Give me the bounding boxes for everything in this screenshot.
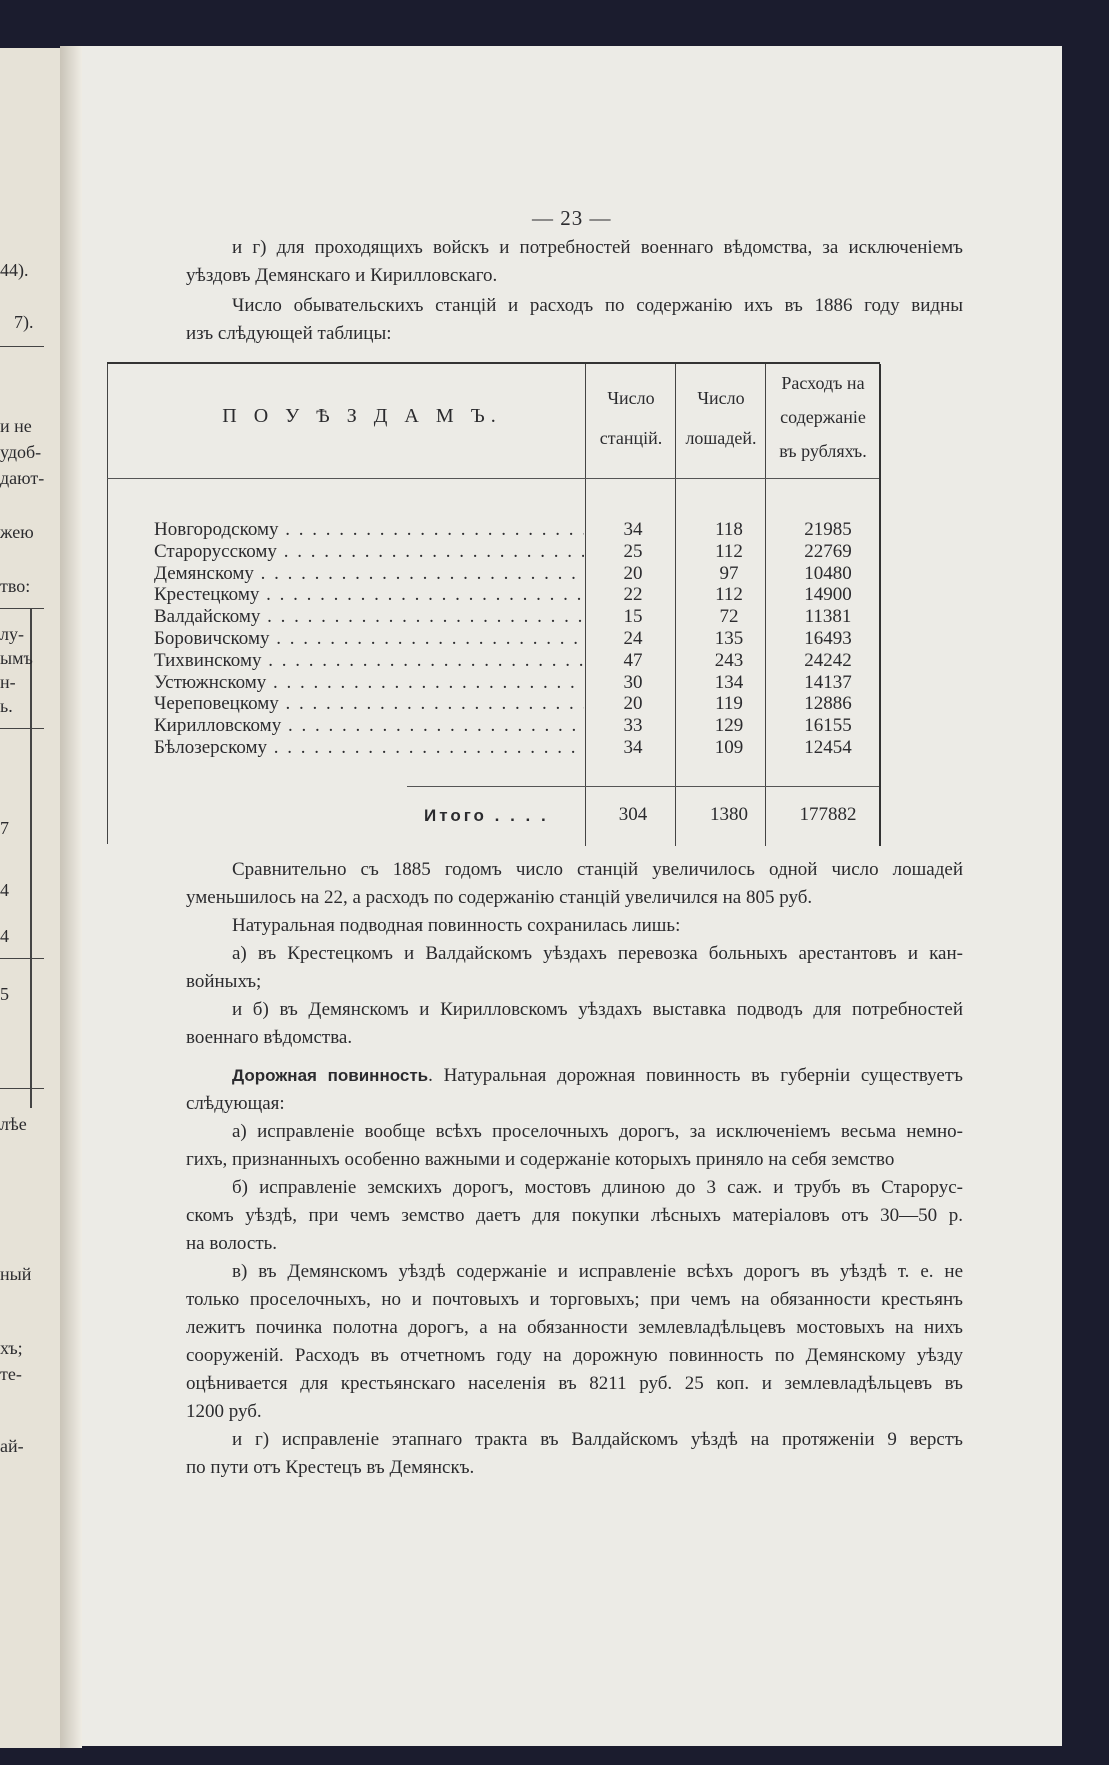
cell-name: Боровичскому . . . <box>154 628 584 650</box>
cell-stations: 47 <box>623 649 643 671</box>
left-fragment: 5 <box>0 984 9 1004</box>
cell-horses: 118 <box>715 519 743 540</box>
item-a-paragraph <box>186 940 963 996</box>
cell-name: Бѣлозерскому . . . <box>154 737 584 759</box>
left-fragment: н- <box>0 672 16 692</box>
left-page-edge <box>0 48 62 1748</box>
cell-stations: 24 <box>623 628 643 649</box>
header-line: лошадей. <box>685 428 757 448</box>
cell-stations: 34 <box>623 519 643 540</box>
cell-stations: 34 <box>623 737 643 758</box>
road-item-b <box>186 1174 963 1258</box>
text-line: по пути отъ Крестецъ въ Демянскъ. <box>186 1457 475 1478</box>
text-line: сооруженій. Расходъ въ отчетномъ году на дорожную повинность по Демянскому уѣзду <box>186 1345 963 1366</box>
cell-name: Устюжнскому . . . <box>154 672 584 694</box>
text-line: военнаго вѣдомства. <box>186 1027 353 1048</box>
header-line: Расходъ на <box>781 373 865 393</box>
text-line: изъ слѣдующей таблицы: <box>186 323 392 344</box>
text-line: Натуральная подводная повинность сохранилась лишь: <box>232 915 681 936</box>
cell-name: Тихвинскому . . . <box>154 650 584 672</box>
stations-table <box>107 362 880 844</box>
cell-horses: 112 <box>715 540 743 562</box>
cell-horses: 109 <box>714 737 744 758</box>
road-duty-paragraph <box>186 1062 963 1118</box>
table-row <box>154 737 880 759</box>
intro-paragraph-2 <box>186 292 963 348</box>
road-duty-heading: Дорожная повинность <box>232 1066 429 1085</box>
text-line: войныхъ; <box>186 971 262 992</box>
table-row <box>154 519 880 541</box>
left-fragment: 7 <box>0 818 9 838</box>
cell-stations: 22 <box>623 584 643 606</box>
table-rule <box>407 786 879 787</box>
text-line: Сравнительно съ 1885 годомъ число станцій увеличилось одной число лошадей <box>232 859 963 880</box>
text-line: гихъ, признанныхъ особенно важными и содержаніе которыхъ приняло на себя земство <box>186 1149 895 1170</box>
table-row <box>154 715 880 737</box>
left-fragment: ный <box>0 1264 32 1284</box>
table-row <box>154 672 880 694</box>
left-fragment: хъ; <box>0 1338 23 1358</box>
text-line: оцѣнивается для крестьянскаго населенія въ 8211 руб. 25 коп. и землевладѣльцевъ въ <box>186 1373 963 1394</box>
text-line: скомъ уѣздѣ, при чемъ земство даетъ для покупки лѣсныхъ матеріаловъ отъ 30—50 р. <box>186 1205 963 1226</box>
header-line: содержаніе <box>780 407 866 427</box>
text-line: в) въ Демянскомъ уѣздѣ содержаніе и исправленіе всѣхъ дорогъ въ уѣздѣ т. е. не <box>232 1261 963 1282</box>
left-rule <box>0 1088 44 1089</box>
table-row <box>154 650 880 672</box>
cell-expense: 12454 <box>804 737 852 758</box>
cell-expense: 21985 <box>804 519 852 540</box>
header-district: П О У Ѣ З Д А М Ъ. <box>222 405 502 427</box>
text-line: уменьшилось на 22, а расходъ по содержанію станцій увеличился на 805 руб. <box>186 887 813 908</box>
text-line: Число обывательскихъ станцій и расходъ по содержанію ихъ въ 1886 году видны <box>232 295 963 316</box>
text-line: и б) въ Демянскомъ и Кирилловскомъ уѣздахъ выставка подводъ для потребностей <box>232 999 963 1020</box>
text-line: б) исправленіе земскихъ дорогъ, мостовъ длиною до 3 саж. и трубъ въ Старорус- <box>232 1177 963 1198</box>
cell-horses: 243 <box>714 649 744 671</box>
left-fragment: удоб- <box>0 442 42 462</box>
left-fragment: лѣе <box>0 1114 27 1134</box>
table-row <box>154 563 880 585</box>
cell-name: Старорусскому . . . <box>154 541 584 563</box>
cell-expense: 11381 <box>804 606 852 628</box>
text-line: уѣздовъ Демянскаго и Кирилловскаго. <box>186 265 498 286</box>
item-b-paragraph <box>186 996 963 1052</box>
page-number: — 23 — <box>532 206 612 230</box>
road-item-d <box>186 1426 963 1482</box>
left-fragment: те- <box>0 1364 22 1384</box>
left-fragment: лу- <box>0 624 24 644</box>
cell-stations: 20 <box>623 562 643 584</box>
cell-name: Валдайскому . . . <box>154 606 584 628</box>
header-stations <box>587 378 675 458</box>
header-horses <box>677 378 765 458</box>
cell-expense: 22769 <box>804 540 852 562</box>
cell-name: Новгородскому . . . <box>154 519 584 541</box>
header-expense <box>767 366 879 468</box>
text-line: лежитъ починка полотна дорогъ, а на обязанности землевладѣльцевъ мостовыхъ на нихъ <box>186 1317 963 1338</box>
total-horses: 1380 <box>710 804 748 825</box>
cell-stations: 30 <box>623 671 643 693</box>
left-fragment: ай- <box>0 1436 24 1456</box>
cell-name: Крестецкому . . . <box>154 584 584 606</box>
header-line: въ рубляхъ. <box>779 441 867 461</box>
cell-expense: 12886 <box>804 693 852 715</box>
text-line: и г) для проходящихъ войскъ и потребностей военнаго вѣдомства, за исключеніемъ <box>232 237 963 258</box>
left-table-border <box>30 608 32 1108</box>
cell-horses: 134 <box>714 671 744 693</box>
table-row <box>154 606 880 628</box>
cell-stations: 25 <box>623 540 643 562</box>
total-stations: 304 <box>618 804 648 825</box>
left-rule <box>0 728 44 729</box>
book-spine <box>60 46 82 1748</box>
total-expense: 177882 <box>799 804 857 825</box>
cell-horses: 119 <box>715 693 743 715</box>
left-fragment: ымъ <box>0 648 33 668</box>
left-fragment: дают- <box>0 468 45 488</box>
cell-expense: 16155 <box>804 715 852 737</box>
text-line: только проселочныхъ, но и почтовыхъ и торговыхъ; при чемъ на обязанности крестьянъ <box>186 1289 963 1310</box>
text-line: на волость. <box>186 1233 278 1254</box>
cell-horses: 97 <box>719 562 739 584</box>
header-line: Число <box>697 388 745 408</box>
left-fragment: ь. <box>0 696 13 716</box>
cell-expense: 16493 <box>804 628 852 649</box>
comparison-paragraph <box>186 856 963 912</box>
duty-paragraph <box>186 912 963 940</box>
left-fragment: тво: <box>0 576 31 596</box>
text-line: слѣдующая: <box>186 1093 285 1114</box>
left-rule <box>0 958 44 959</box>
cell-horses: 112 <box>715 584 743 606</box>
left-fragment: 4 <box>0 880 9 900</box>
cell-stations: 15 <box>623 606 643 628</box>
intro-paragraph-1 <box>186 234 963 290</box>
cell-expense: 24242 <box>804 649 852 671</box>
table-row <box>154 541 880 563</box>
road-item-c <box>186 1258 963 1426</box>
text-line: а) исправленіе вообще всѣхъ проселочныхъ дорогъ, за исключеніемъ весьма немно- <box>232 1121 963 1142</box>
cell-stations: 20 <box>623 693 643 715</box>
text-run: . Натуральная дорожная повинность въ губерніи существуетъ <box>428 1065 963 1086</box>
text-line: 1200 руб. <box>186 1401 262 1422</box>
cell-name: Демянскому . . . <box>154 563 584 585</box>
cell-name: Череповецкому . . . <box>154 693 584 715</box>
header-line: станцій. <box>599 428 663 448</box>
table-row <box>154 584 880 606</box>
table-row <box>154 628 880 650</box>
text-line <box>186 1062 963 1090</box>
cell-stations: 33 <box>623 715 643 737</box>
text-line: а) въ Крестецкомъ и Валдайскомъ уѣздахъ перевозка больныхъ арестантовъ и кан- <box>232 943 963 964</box>
cell-horses: 72 <box>719 606 739 628</box>
road-item-a <box>186 1118 963 1174</box>
left-fragment: 7). <box>14 312 34 332</box>
left-fragment: и не <box>0 416 32 436</box>
text-line: и г) исправленіе этапнаго тракта въ Валдайскомъ уѣздѣ на протяженіи 9 верстъ <box>232 1429 963 1450</box>
table-rule <box>107 478 879 479</box>
total-label: Итого . . . . <box>424 806 549 825</box>
left-fragment: 4 <box>0 926 9 946</box>
header-line: Число <box>607 388 655 408</box>
table-rule <box>107 364 108 844</box>
cell-name: Кирилловскому . . . <box>154 715 584 737</box>
left-rule <box>0 608 44 609</box>
cell-horses: 129 <box>714 715 744 737</box>
cell-expense: 14900 <box>804 584 852 606</box>
left-rule <box>0 346 44 347</box>
left-fragment: жею <box>0 522 34 542</box>
cell-expense: 14137 <box>804 671 852 693</box>
cell-horses: 135 <box>714 628 744 649</box>
document-page <box>82 46 1062 1746</box>
cell-expense: 10480 <box>804 562 852 584</box>
table-total-row <box>154 804 880 826</box>
table-row <box>154 693 880 715</box>
left-fragment: 44). <box>0 260 29 280</box>
